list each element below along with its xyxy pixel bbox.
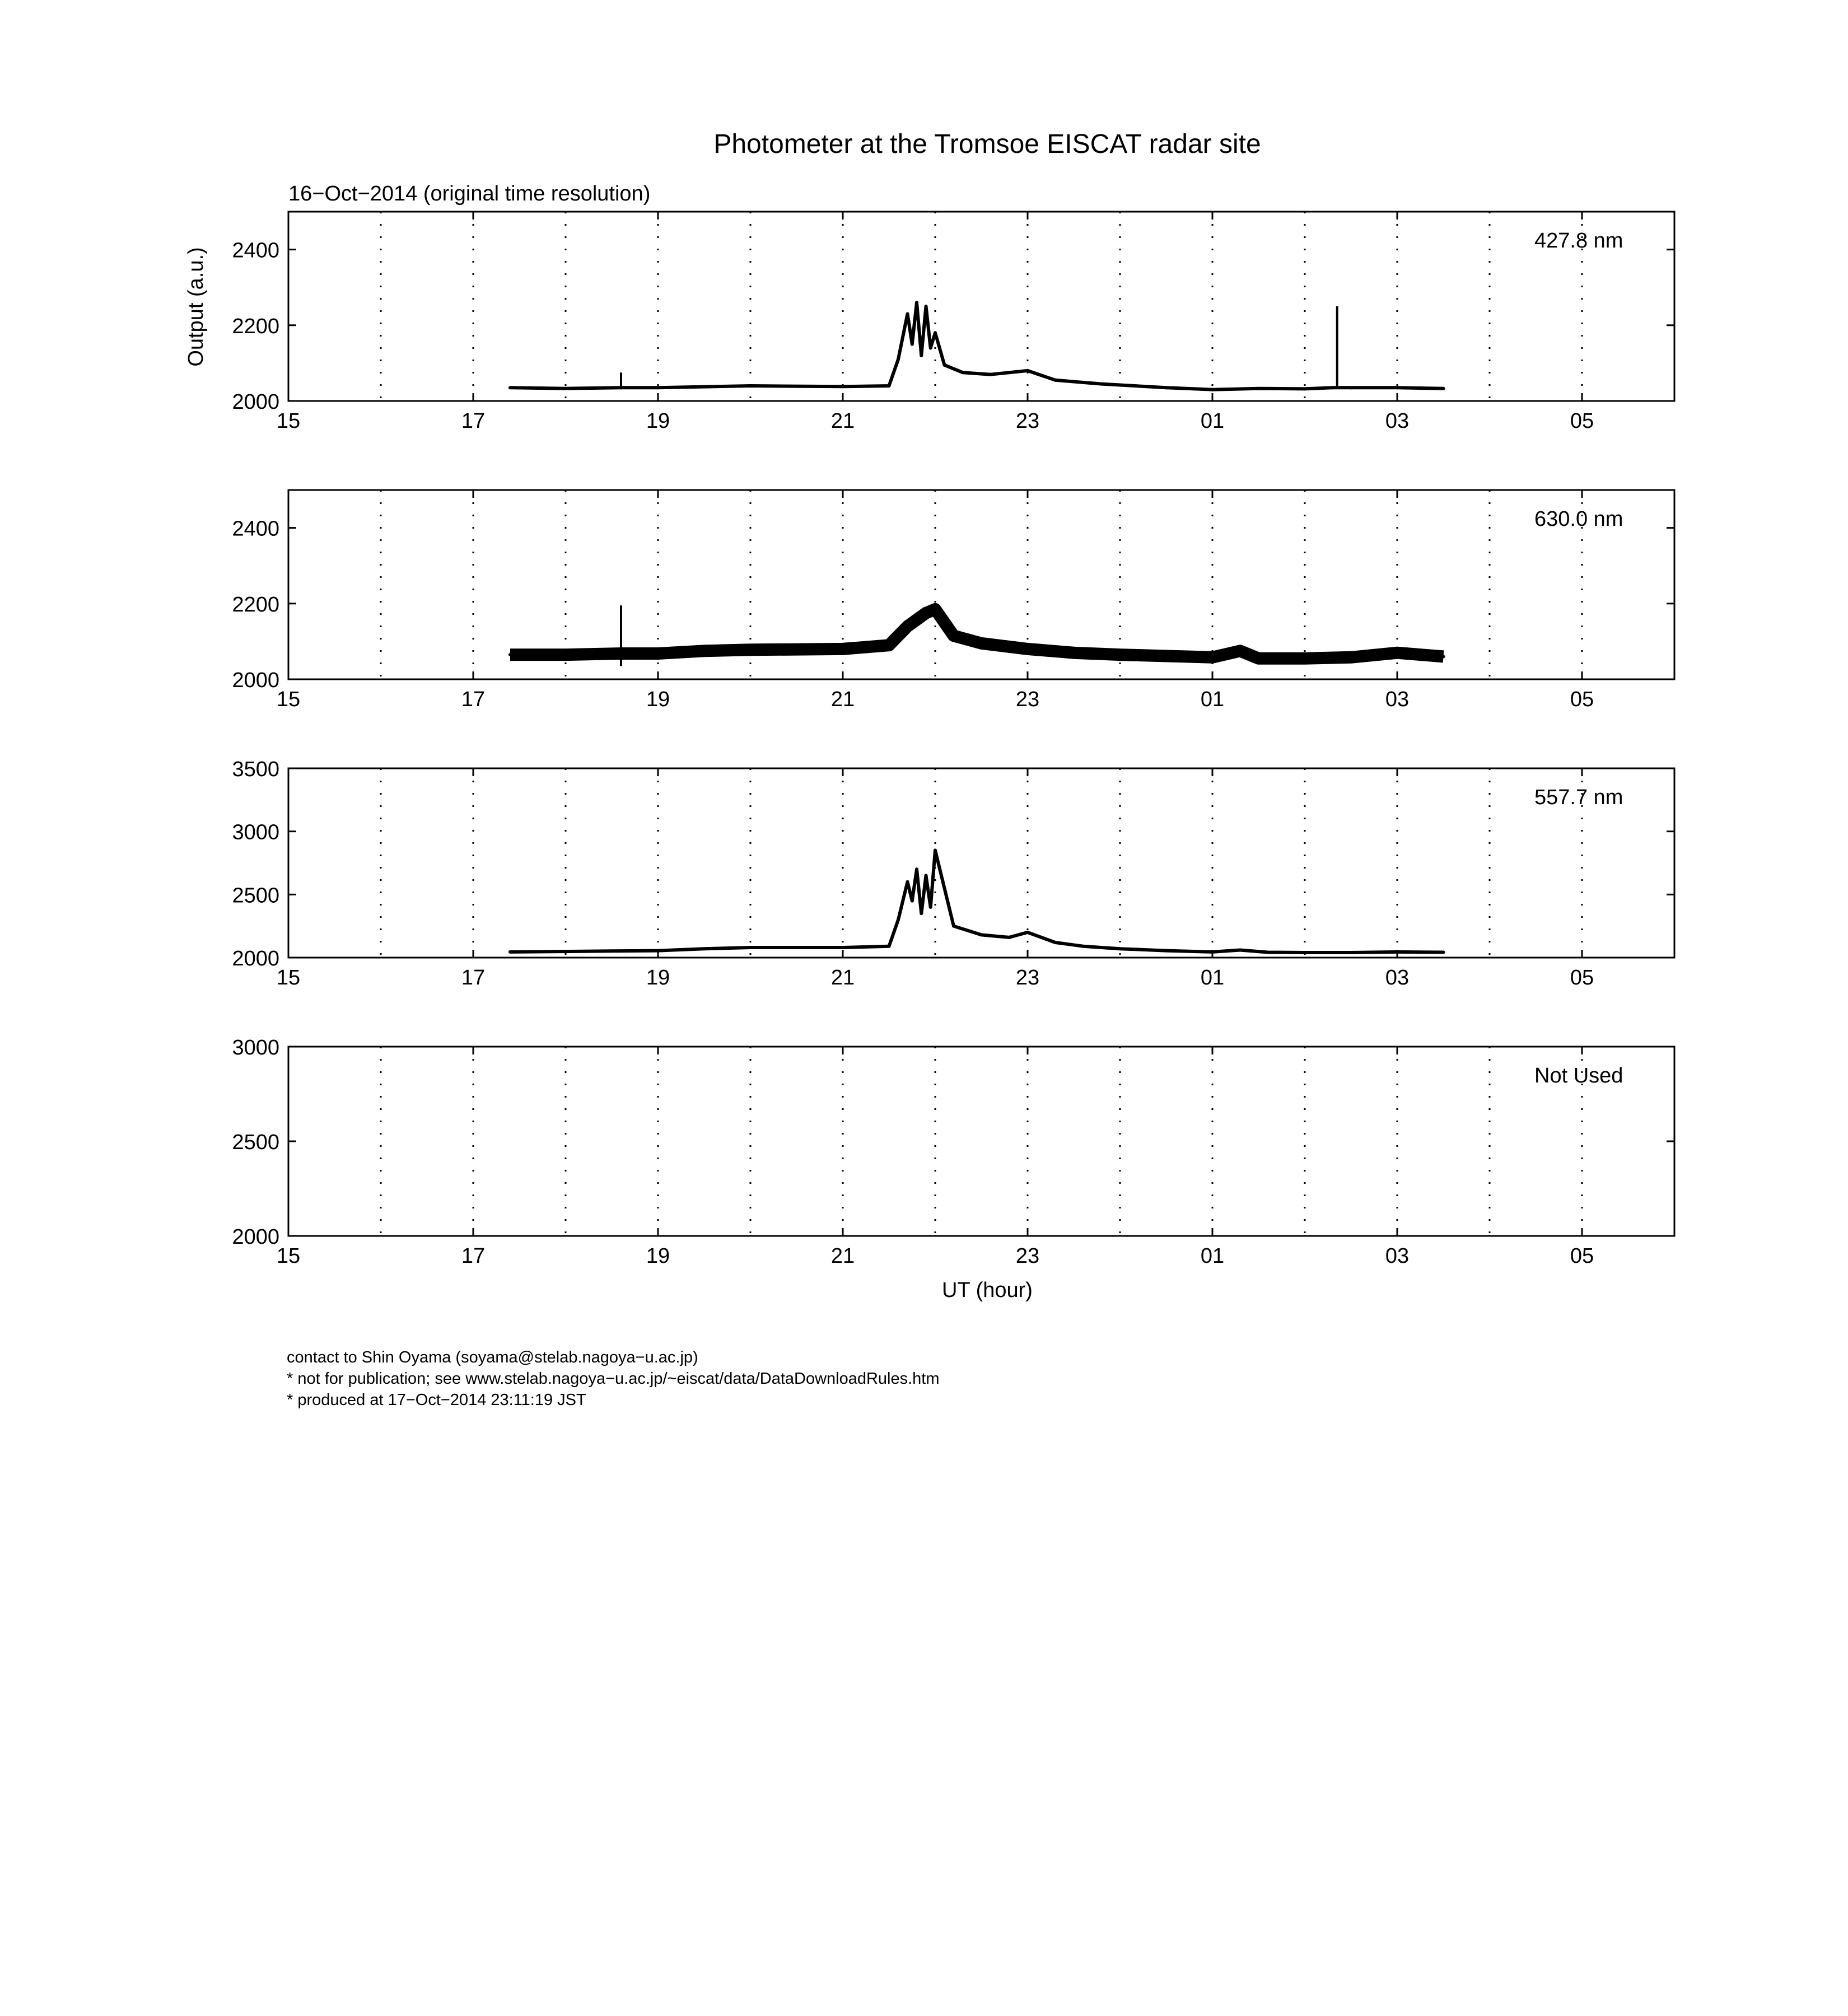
x-tick-label: 15 <box>276 1244 301 1268</box>
data-point <box>989 373 992 376</box>
data-point <box>841 946 844 949</box>
x-tick-label: 01 <box>1200 688 1225 711</box>
y-tick-label: 2400 <box>232 239 279 263</box>
x-tick-label: 23 <box>1015 966 1040 990</box>
data-point <box>703 649 706 652</box>
plot-frame <box>288 490 1674 679</box>
data-point <box>1165 386 1168 389</box>
data-point <box>1303 951 1306 954</box>
data-point <box>1054 941 1057 944</box>
x-tick-label: 15 <box>276 688 301 711</box>
data-point <box>1350 656 1353 659</box>
data-point <box>1026 931 1029 934</box>
data-point <box>906 880 909 884</box>
data-point <box>1026 647 1029 651</box>
data-point <box>508 653 512 656</box>
data-point <box>564 653 567 656</box>
x-axis-label: UT (hour) <box>942 1278 1033 1302</box>
x-tick-label: 03 <box>1385 409 1410 433</box>
panel-label: 557.7 nm <box>1534 786 1623 809</box>
series-line <box>510 302 1444 390</box>
data-point <box>656 652 660 655</box>
data-point <box>1211 950 1214 954</box>
data-point <box>952 925 955 928</box>
panel-2 <box>232 490 1674 711</box>
x-tick-label: 17 <box>461 688 486 711</box>
data-point <box>925 305 928 308</box>
series-band <box>510 609 1444 659</box>
data-point <box>1442 387 1445 390</box>
panels-group <box>232 212 1674 1268</box>
panel-4 <box>232 1036 1674 1268</box>
x-tick-label: 19 <box>646 966 670 990</box>
data-point <box>952 634 955 637</box>
x-tick-label: 21 <box>830 688 855 711</box>
data-point <box>1303 387 1306 390</box>
y-tick-label: 2500 <box>232 884 279 908</box>
data-point <box>915 301 918 304</box>
y-tick-label: 2000 <box>232 390 279 414</box>
data-point <box>1165 949 1168 953</box>
data-point <box>610 949 614 953</box>
data-point <box>980 933 983 936</box>
x-tick-label: 21 <box>830 966 855 990</box>
data-point <box>841 385 844 388</box>
panel-label: Not Used <box>1534 1064 1623 1088</box>
data-point <box>943 363 946 367</box>
data-point <box>920 354 923 357</box>
x-tick-label: 19 <box>646 688 670 711</box>
data-point <box>508 386 512 389</box>
y-tick-label: 3000 <box>232 820 279 844</box>
data-point <box>1118 653 1122 656</box>
x-tick-label: 01 <box>1200 1244 1225 1268</box>
data-point <box>564 387 567 390</box>
data-point <box>749 648 752 651</box>
x-tick-label: 05 <box>1570 409 1594 433</box>
data-point <box>1081 945 1085 948</box>
data-point <box>1442 655 1445 658</box>
panel-label: 630.0 nm <box>1534 507 1623 531</box>
data-point <box>749 946 752 949</box>
data-point <box>929 346 932 349</box>
data-point <box>1054 379 1057 382</box>
x-tick-label: 05 <box>1570 1244 1594 1268</box>
x-tick-label: 01 <box>1200 966 1225 990</box>
panel-3 <box>232 758 1674 990</box>
data-point <box>656 386 660 389</box>
data-point <box>920 912 923 915</box>
data-point <box>1118 947 1122 950</box>
footer-contact: contact to Shin Oyama (soyama@stelab.nagoya−u.ac.jp) <box>287 1348 698 1366</box>
y-tick-label: 2200 <box>232 592 279 617</box>
x-tick-label: 21 <box>830 409 855 433</box>
data-point <box>1266 951 1270 954</box>
data-point <box>1350 386 1353 389</box>
data-point <box>962 371 965 374</box>
data-point <box>1396 950 1399 954</box>
y-tick-label: 3000 <box>232 1036 279 1060</box>
plot-frame <box>288 768 1674 958</box>
y-tick-label: 2000 <box>232 947 279 970</box>
data-point <box>1239 948 1242 951</box>
panel-1 <box>232 212 1674 433</box>
data-point <box>888 384 891 388</box>
y-tick-label: 3500 <box>232 758 279 781</box>
data-point <box>934 331 937 334</box>
x-tick-label: 23 <box>1015 409 1040 433</box>
x-tick-label: 19 <box>646 409 670 433</box>
y-tick-label: 2400 <box>232 517 279 541</box>
data-point <box>656 949 660 953</box>
data-point <box>841 647 844 651</box>
x-tick-label: 15 <box>276 409 301 433</box>
x-tick-label: 21 <box>830 1244 855 1268</box>
data-point <box>1396 651 1399 655</box>
data-point <box>1257 387 1261 390</box>
data-point <box>906 312 909 316</box>
data-point <box>1072 651 1076 655</box>
y-tick-label: 2200 <box>232 314 279 338</box>
x-tick-label: 03 <box>1385 1244 1410 1268</box>
footer-notes <box>287 1347 940 1411</box>
data-point <box>934 848 937 852</box>
data-point <box>888 643 891 647</box>
data-point <box>1331 386 1334 389</box>
data-point <box>1303 657 1306 660</box>
x-tick-label: 05 <box>1570 966 1594 990</box>
x-tick-label: 19 <box>646 1244 670 1268</box>
data-point <box>1396 386 1399 389</box>
footer-publication-note: * not for publication; see www.stelab.nagoya−u.ac.jp/~eiscat/data/DataDownloadRules.htm <box>287 1370 940 1388</box>
x-tick-label: 23 <box>1015 1244 1040 1268</box>
data-point <box>980 642 983 645</box>
figure-subtitle: 16−Oct−2014 (original time resolution) <box>288 182 651 206</box>
x-tick-label: 03 <box>1385 966 1410 990</box>
data-point <box>911 343 914 346</box>
x-tick-label: 03 <box>1385 688 1410 711</box>
data-point <box>1211 656 1214 659</box>
data-point <box>703 947 706 950</box>
data-point <box>1239 649 1242 652</box>
data-point <box>897 358 900 361</box>
data-point <box>1257 657 1261 660</box>
plot-frame <box>288 1047 1674 1236</box>
panel-label: 427.8 nm <box>1534 229 1623 253</box>
data-point <box>749 384 752 388</box>
data-point <box>1100 382 1103 386</box>
data-point <box>1442 951 1445 954</box>
x-tick-label: 17 <box>461 1244 486 1268</box>
series-line <box>510 851 1444 953</box>
data-point <box>1007 936 1011 939</box>
x-tick-label: 23 <box>1015 688 1040 711</box>
data-point <box>929 906 932 909</box>
y-tick-label: 2000 <box>232 669 279 692</box>
y-tick-label: 2000 <box>232 1225 279 1249</box>
x-tick-label: 17 <box>461 409 486 433</box>
y-tick-label: 2500 <box>232 1131 279 1154</box>
data-point <box>915 867 918 871</box>
data-point <box>1211 388 1214 391</box>
x-tick-label: 01 <box>1200 409 1225 433</box>
figure-title: Photometer at the Tromsoe EISCAT radar site <box>713 129 1261 159</box>
footer-produced-at: * produced at 17−Oct−2014 23:11:19 JST <box>287 1391 586 1409</box>
data-point <box>925 612 928 615</box>
data-point <box>911 899 914 903</box>
data-point <box>934 608 937 611</box>
x-tick-label: 17 <box>461 966 486 990</box>
x-tick-label: 05 <box>1570 688 1594 711</box>
data-point <box>888 945 891 948</box>
data-point <box>897 918 900 921</box>
data-point <box>1350 951 1353 954</box>
y-axis-label: Output (a.u.) <box>184 247 208 367</box>
data-point <box>1026 369 1029 372</box>
data-point <box>906 624 909 628</box>
x-tick-label: 15 <box>276 966 301 990</box>
data-point <box>925 874 928 878</box>
data-point <box>508 950 512 954</box>
